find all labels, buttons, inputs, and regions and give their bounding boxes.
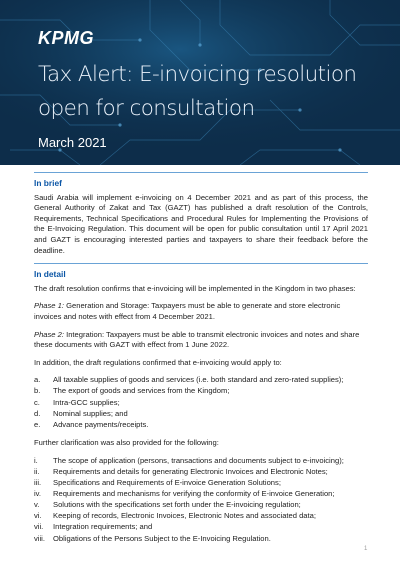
phase-1-text: Generation and Storage: Taxpayers must be able to generate and store electronic invoices and notes with effect from 4 December 2021.: [34, 301, 341, 321]
list-item: [34, 409, 368, 420]
document-body: [34, 172, 368, 552]
list-marker: ii.: [34, 466, 40, 476]
phase-2-label: Phase 2:: [34, 329, 64, 339]
list-item-text: Requirements and mechanisms for verifying the conformity of E-invoice Generation;: [53, 489, 335, 499]
list-item: [34, 386, 368, 397]
list-item-text: Obligations of the Persons Subject to the E-Invoicing Regulation.: [53, 533, 271, 543]
page-number: 1: [364, 546, 368, 552]
clarification-intro-paragraph: Further clarification was also provided for the following:: [34, 438, 219, 448]
list-item: [34, 375, 368, 386]
divider: [34, 172, 368, 173]
list-item-text: The scope of application (persons, transactions and documents subject to e-invoicing);: [53, 455, 344, 465]
publication-date: March 2021: [38, 135, 107, 150]
list-item-text: Nominal supplies; and: [53, 408, 128, 418]
section-heading-in-detail: In detail: [34, 269, 66, 280]
detail-intro-paragraph: The draft resolution confirms that e-invoicing will be implemented in the Kingdom in two phases:: [34, 283, 356, 293]
list-marker: iii.: [34, 478, 42, 488]
list-item: [34, 420, 368, 431]
list-marker: iv.: [34, 489, 42, 499]
list-item-text: All taxable supplies of goods and services (i.e. both standard and zero-rated supplies);: [53, 375, 344, 385]
list-item-text: Advance payments/receipts.: [53, 419, 149, 429]
list-marker: vi.: [34, 511, 42, 521]
list-item-text: The export of goods and services from the Kingdom;: [53, 386, 230, 396]
list-marker: d.: [34, 408, 41, 418]
clarification-list: [34, 456, 368, 544]
applicability-list: [34, 375, 368, 430]
phase-1-label: Phase 1:: [34, 301, 64, 311]
brief-paragraph: Saudi Arabia will implement e-invoicing on 4 December 2021 and as part of this process, the General Authority of Zakat and Tax (GAZT) has published a draft resolution of the Controls, Requirements, Technical Specifications and Procedural Rules for Implementing the Provisions of the E-Invoicing Regulation. This document will be open for public consultation until 17 April 2021 and GAZT is encouraging interested parties and taxpayers to share their feedback before the deadline.: [34, 192, 368, 255]
list-marker: i.: [34, 455, 38, 465]
regulations-intro-paragraph: In addition, the draft regulations confirmed that e-invoicing would apply to:: [34, 357, 282, 367]
list-item-text: Solutions with the specifications set forth under the E-invoicing regulation;: [53, 500, 301, 510]
list-marker: vii.: [34, 522, 44, 532]
section-heading-in-brief: In brief: [34, 178, 62, 188]
list-item: [34, 398, 368, 409]
list-item: [34, 511, 368, 522]
page-title: Tax Alert: E-invoicing resolution open for consultation: [38, 62, 357, 121]
list-marker: c.: [34, 397, 40, 407]
list-item-text: Intra-GCC supplies;: [53, 397, 120, 407]
header-banner: [0, 0, 400, 165]
phase-2-paragraph: [34, 330, 368, 351]
phase-1-paragraph: [34, 301, 368, 322]
list-item: [34, 522, 368, 533]
phase-2-text: Integration: Taxpayers must be able to transmit electronic invoices and notes and share these documents with GAZT with effect from 1 June 2022.: [34, 329, 360, 350]
list-marker: v.: [34, 500, 40, 510]
list-item: [34, 500, 368, 511]
list-item: [34, 467, 368, 478]
list-item: [34, 456, 368, 467]
divider: [34, 263, 368, 264]
list-item: [34, 478, 368, 489]
list-marker: a.: [34, 375, 41, 385]
list-item-text: Keeping of records, Electronic Invoices, Electronic Notes and associated data;: [53, 511, 316, 521]
list-marker: b.: [34, 386, 41, 396]
list-item: [34, 489, 368, 500]
list-item-text: Requirements and details for generating Electronic Invoices and Electronic Notes;: [53, 466, 328, 476]
list-marker: viii.: [34, 533, 45, 543]
list-item-text: Specifications and Requirements of E-invoice Generation Solutions;: [53, 478, 281, 488]
list-marker: e.: [34, 419, 41, 429]
list-item: [34, 534, 368, 545]
kpmg-logo: KPMG: [38, 28, 94, 48]
list-item-text: Integration requirements; and: [53, 522, 153, 532]
